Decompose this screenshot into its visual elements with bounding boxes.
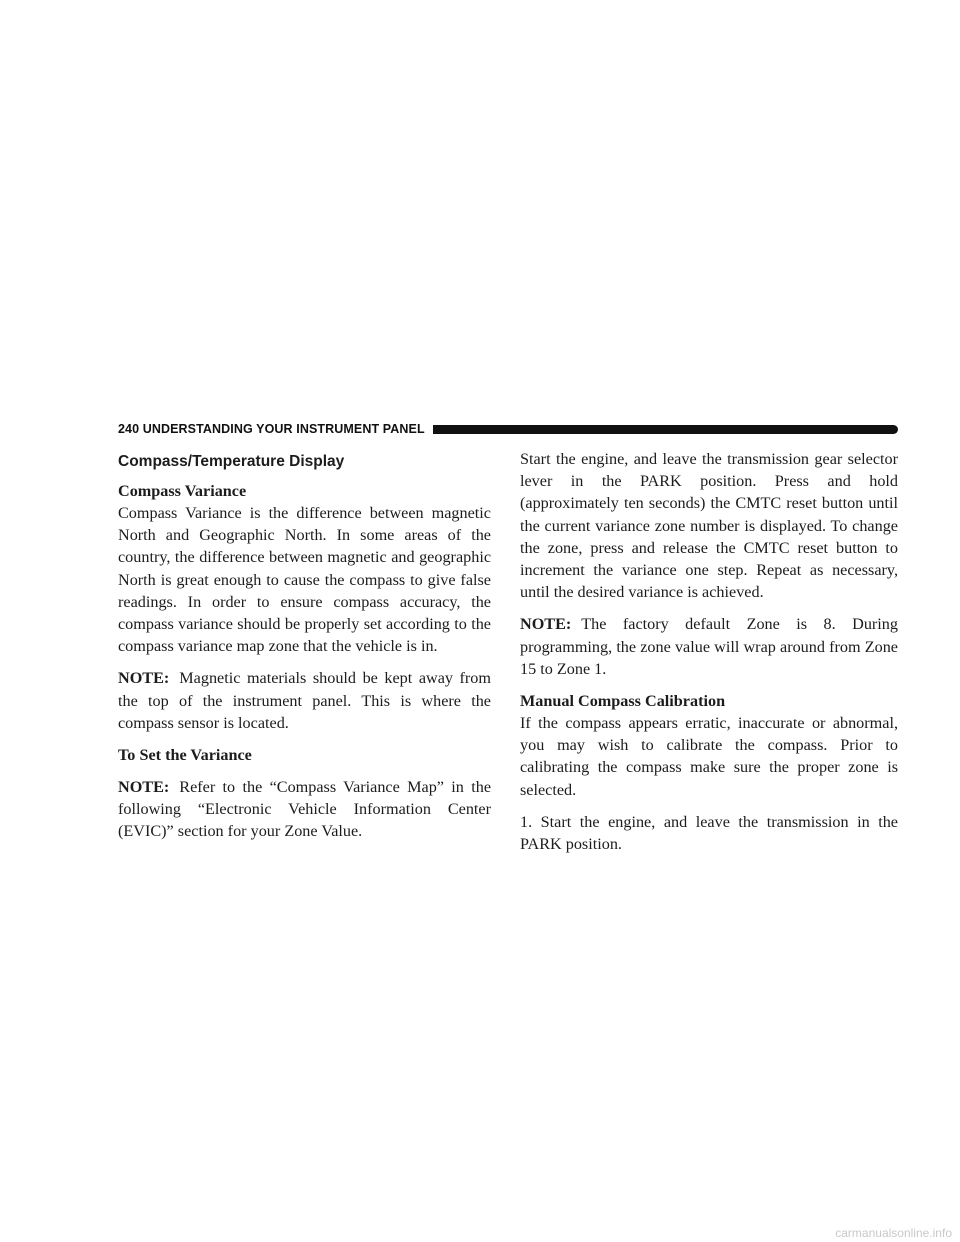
- right-column: [520, 448, 898, 865]
- page-header: [118, 420, 898, 438]
- note-text: Magnetic materials should be kept away from the top of the instrument panel. This is where the compass sensor is located.: [118, 669, 491, 732]
- watermark: carmanualsonline.info: [835, 1226, 952, 1240]
- note-text: Refer to the “Compass Variance Map” in the following “Electronic Vehicle Information Center (EVIC)” section for your Zone Value.: [118, 778, 491, 841]
- left-column: [118, 452, 491, 853]
- subhead-set-variance: To Set the Variance: [118, 746, 252, 765]
- section-title: Compass/Temperature Display: [118, 453, 345, 470]
- note-label: NOTE:: [118, 778, 170, 797]
- note-text: The factory default Zone is 8. During programming, the zone value will wrap around from Zone 15 to Zone 1.: [520, 615, 898, 678]
- note-label: NOTE:: [118, 669, 170, 688]
- note-default-zone: [520, 613, 898, 680]
- note-compass-map: [118, 776, 491, 843]
- paragraph-compass-variance: Compass Variance is the difference between magnetic North and Geographic North. In some areas of the country, the difference between magnetic and geographic North is great enough to cause the compass to give false readings. In order to ensure compass accuracy, the compass variance should be properly set according to the compass variance map zone that the vehicle is in.: [118, 504, 491, 656]
- page-header-text: 240 UNDERSTANDING YOUR INSTRUMENT PANEL: [118, 422, 425, 436]
- subhead-compass-variance: Compass Variance: [118, 482, 247, 500]
- paragraph-manual-calibration: If the compass appears erratic, inaccurate or abnormal, you may wish to calibrate the compass. Prior to calibrating the compass make sure the proper zone is selected.: [520, 714, 898, 799]
- header-rule: [433, 425, 898, 434]
- note-magnetic-materials: [118, 667, 491, 734]
- step-1: 1. Start the engine, and leave the transmission in the PARK position.: [520, 812, 898, 854]
- paragraph-set-procedure: Start the engine, and leave the transmission gear selector lever in the PARK position. Press and hold (approximately ten seconds) the CMTC reset button until the current variance zone number is displayed. To change the zone, press and release the CMTC reset button to increment the variance one step. Repeat as necessary, until the desired variance is achieved.: [520, 450, 898, 602]
- subhead-manual-calibration: Manual Compass Calibration: [520, 692, 726, 711]
- note-label: NOTE:: [520, 615, 572, 634]
